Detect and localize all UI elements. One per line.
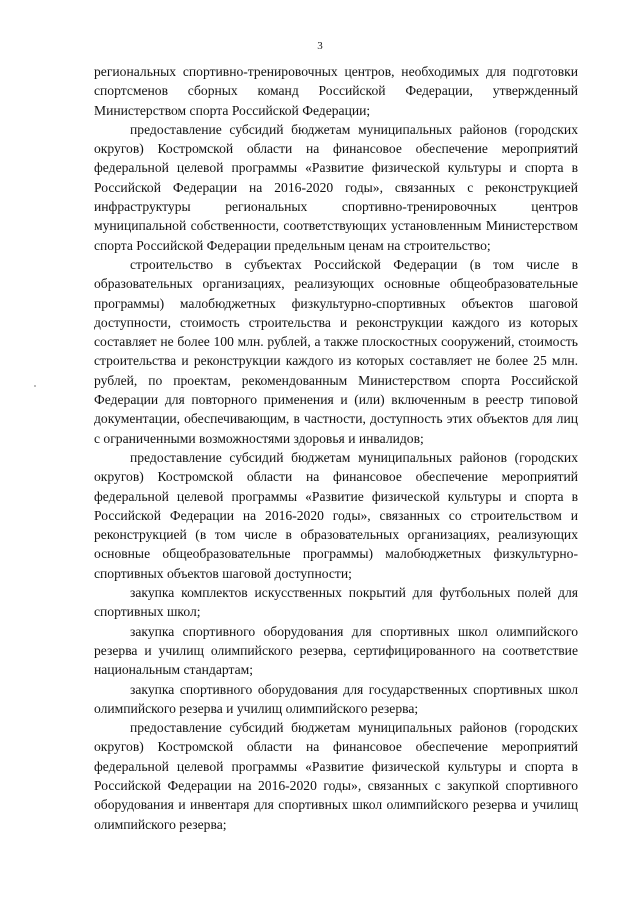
paragraph: строительство в субъектах Российской Федерации (в том числе в образовательных организациях, реализующих основные общеобразовательные программы) малобюджетных физкультурно-спортивных объектов шаговой доступности, стоимость строительства и реконструкции каждого из которых составляет не более 100 млн. рублей, а также плоскостных сооружений, стоимость строительства и реконструкции каждого из которых составляет не более 25 млн. рублей, по проектам, рекомендованным Министерством спорта Российской Федерации для повторного применения и (или) включенным в реестр типовой документации, обеспечивающим, в частности, доступность этих объектов для лиц с ограниченными возможностями здоровья и инвалидов; xyxy=(94,256,578,446)
paragraph: предоставление субсидий бюджетам муниципальных районов (городских округов) Костромской области на финансовое обеспечение мероприятий федеральной целевой программы «Развитие физической культуры и спорта в Российской Федерации на 2016-2020 годы», связанных с закупкой спортивного оборудования и инвентаря для спортивных школ олимпийского резерва и училищ олимпийского резерва; xyxy=(94,720,578,832)
paragraph: региональных спортивно-тренировочных центров, необходимых для подготовки спортсменов сборных команд Российской Федерации, утвержденный Министерством спорта Российской Федерации; xyxy=(94,64,578,118)
scan-speck xyxy=(34,385,36,387)
paragraph: предоставление субсидий бюджетам муниципальных районов (городских округов) Костромской области на финансовое обеспечение мероприятий федеральной целевой программы «Развитие физической культуры и спорта в Российской Федерации на 2016-2020 годы», связанных с реконструкцией инфраструктуры региональных спортивно-тренировочных центров муниципальной собственности, соответствующих установленным Министерством спорта Российской Федерации предельным ценам на строительство; xyxy=(94,121,578,253)
document-body xyxy=(94,62,578,834)
paragraph: закупка спортивного оборудования для государственных спортивных школ олимпийского резерва и училищ олимпийского резерва; xyxy=(94,681,578,716)
paragraph: закупка комплектов искусственных покрытий для футбольных полей для спортивных школ; xyxy=(94,585,578,620)
paragraph: предоставление субсидий бюджетам муниципальных районов (городских округов) Костромской области на финансовое обеспечение мероприятий федеральной целевой программы «Развитие физической культуры и спорта в Российской Федерации на 2016-2020 годы», связанных со строительством и реконструкцией (в том числе в образовательных организациях, реализующих основные общеобразовательные программы) малобюджетных физкультурно-спортивных объектов шаговой доступности; xyxy=(94,449,578,581)
page-number: 3 xyxy=(317,40,323,52)
paragraph: закупка спортивного оборудования для спортивных школ олимпийского резерва и училищ олимпийского резерва, сертифицированного на соответствие национальным стандартам; xyxy=(94,623,578,678)
